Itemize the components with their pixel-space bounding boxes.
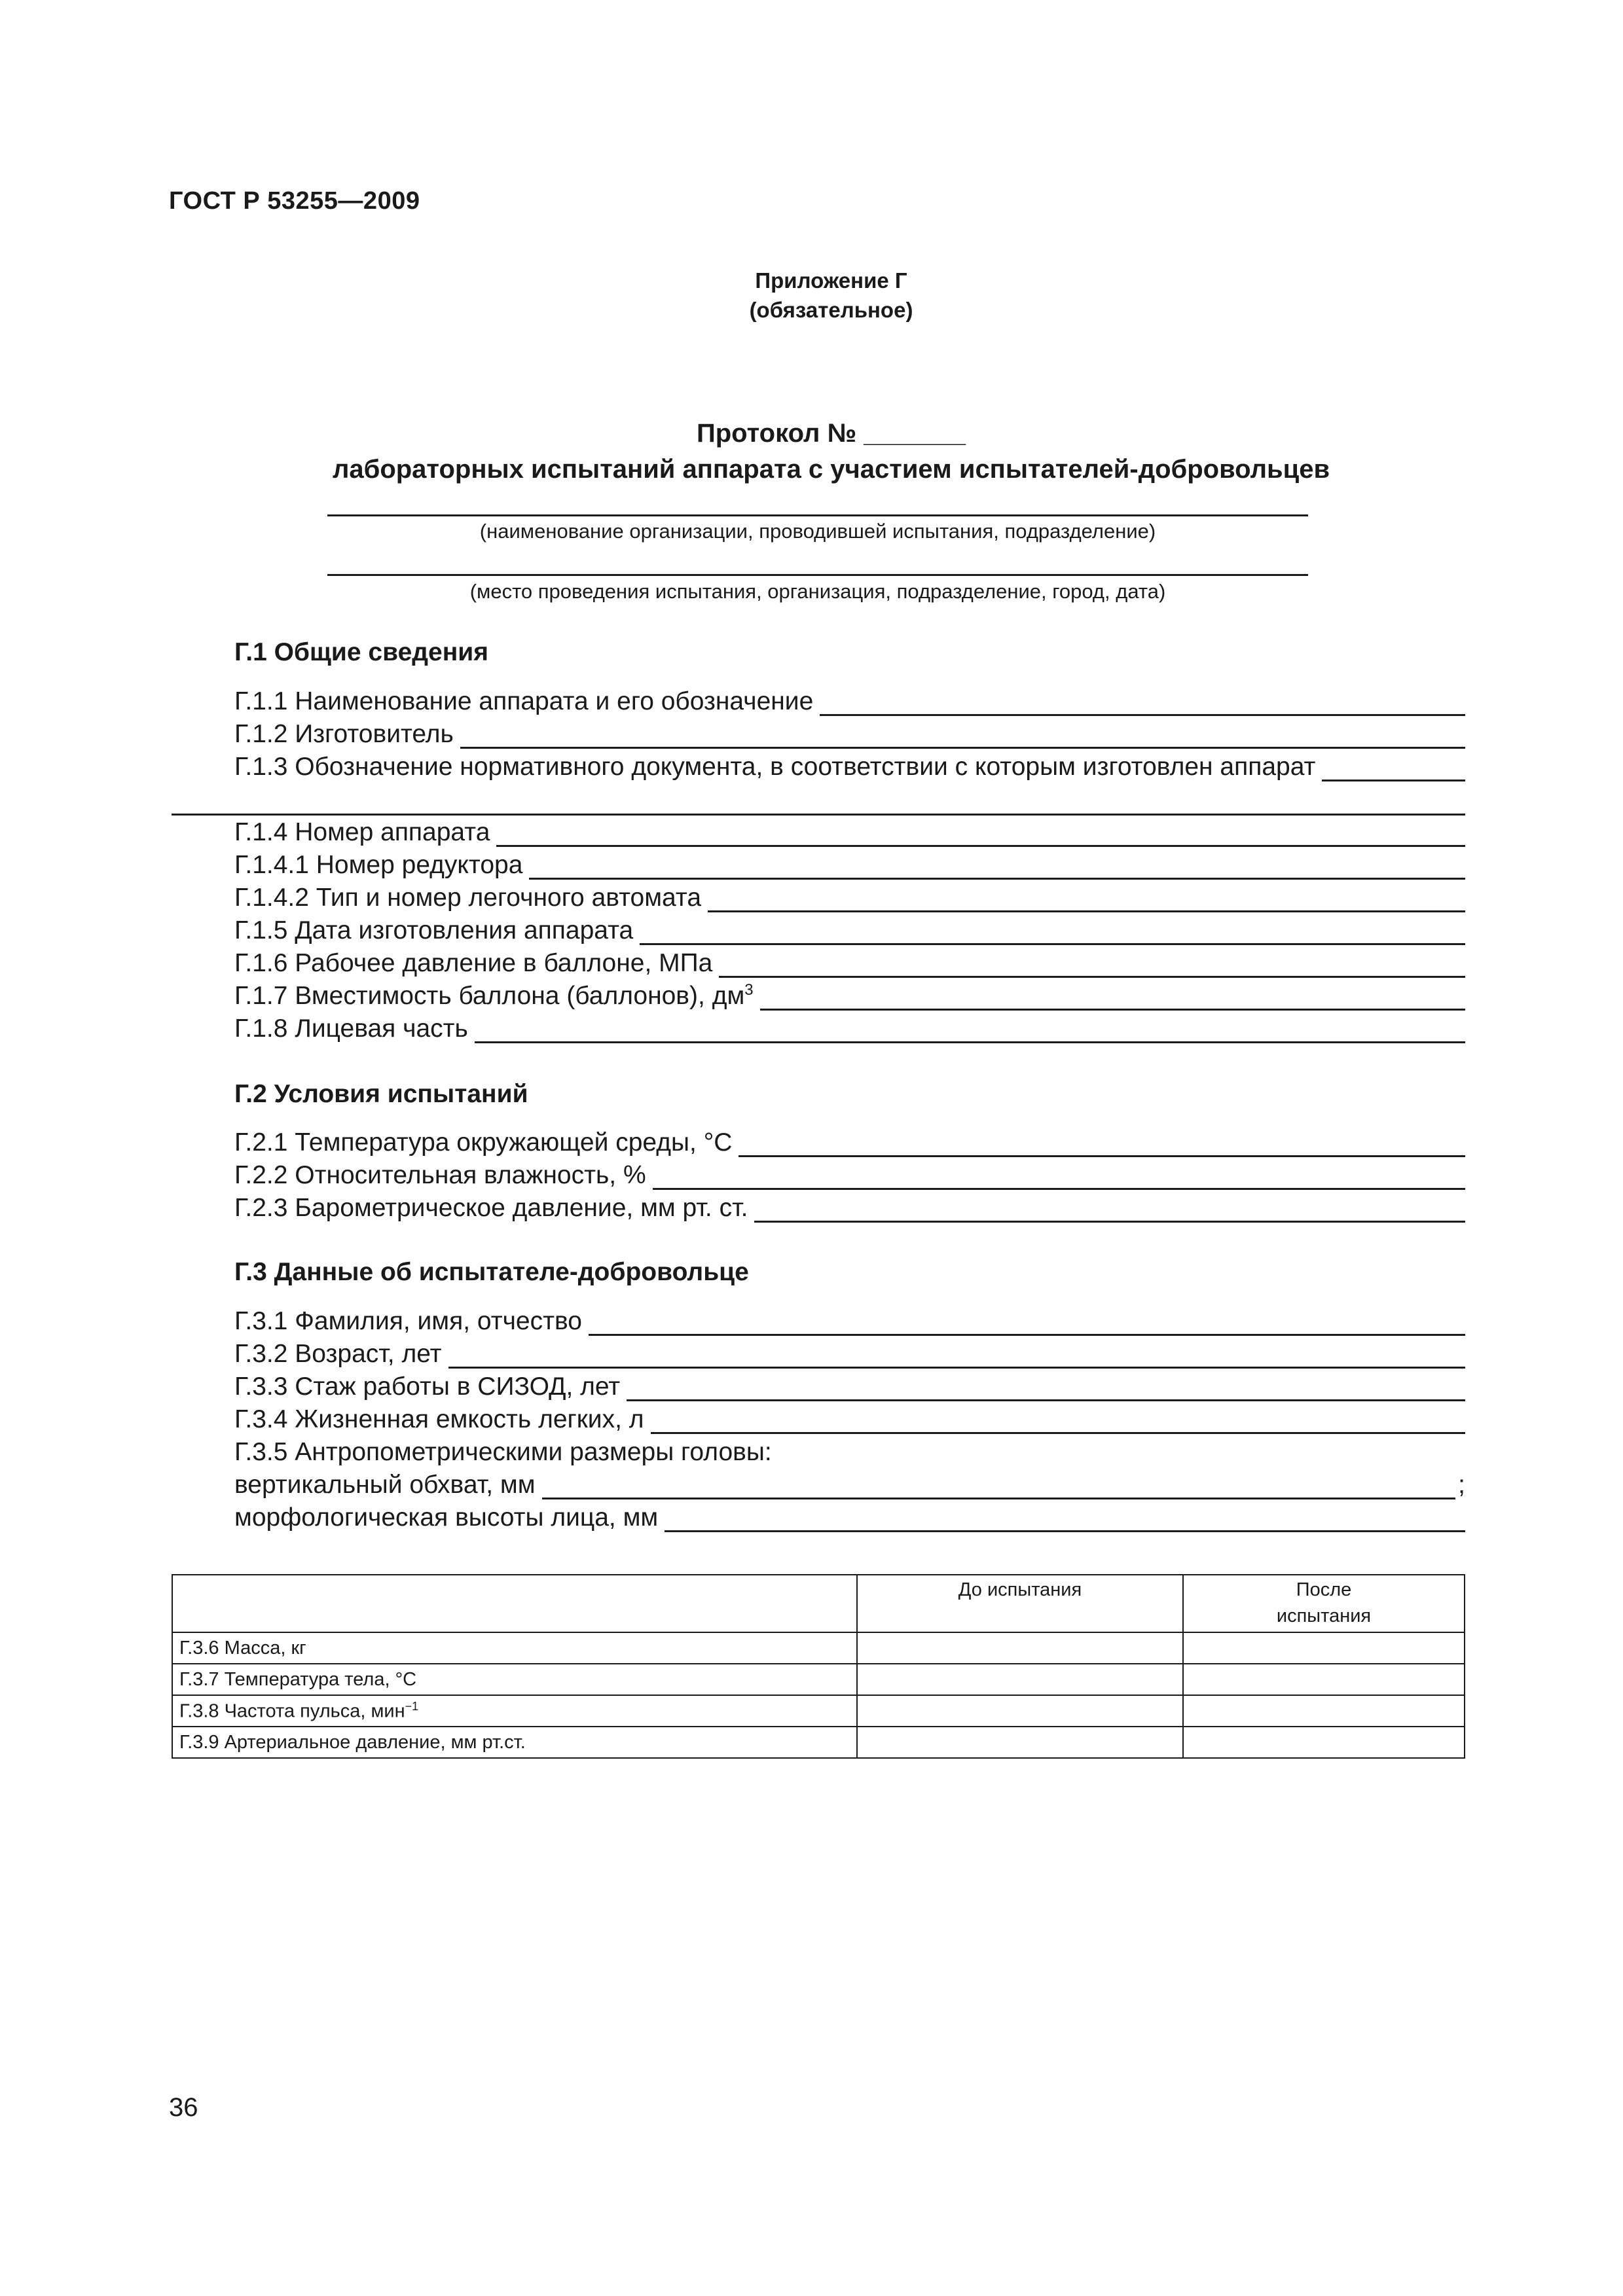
table-header-empty bbox=[172, 1575, 857, 1632]
fill-line[interactable] bbox=[760, 985, 1465, 1011]
fill-line[interactable] bbox=[529, 854, 1465, 880]
normative-document-continuation-line[interactable] bbox=[172, 814, 1465, 816]
field-normative-document bbox=[234, 751, 1465, 781]
field-face-piece bbox=[234, 1013, 1465, 1043]
cell-after[interactable] bbox=[1183, 1632, 1465, 1664]
field-label: Г.1.4 Номер аппарата bbox=[234, 818, 490, 846]
fill-line[interactable] bbox=[475, 1018, 1465, 1043]
cell-before[interactable] bbox=[857, 1727, 1183, 1758]
fill-line[interactable] bbox=[653, 1164, 1465, 1190]
field-label: Г.2.1 Температура окружающей среды, °С bbox=[234, 1128, 733, 1157]
cell-before[interactable] bbox=[857, 1632, 1183, 1664]
field-label-text: Г.1.7 Вместимость баллона (баллонов), дм bbox=[234, 982, 745, 1010]
field-head-dimensions bbox=[234, 1437, 1465, 1467]
table-header-after bbox=[1183, 1575, 1465, 1632]
field-vertical-girth bbox=[234, 1469, 1465, 1499]
field-label: Г.3.3 Стаж работы в СИЗОД, лет bbox=[234, 1372, 621, 1401]
fill-line[interactable] bbox=[820, 691, 1465, 716]
field-label: Г.1.4.2 Тип и номер легочного автомата bbox=[234, 884, 702, 912]
semicolon: ; bbox=[1458, 1471, 1465, 1499]
document-code: ГОСТ Р 53255—2009 bbox=[169, 187, 420, 215]
field-label: Г.3.1 Фамилия, имя, отчество bbox=[234, 1307, 582, 1335]
table-row bbox=[172, 1727, 1465, 1758]
page-number: 36 bbox=[169, 2093, 198, 2122]
table-header-after-text: После испытания bbox=[1276, 1579, 1372, 1626]
field-apparatus-number bbox=[234, 817, 1465, 847]
row-label: Г.3.9 Артериальное давление, мм рт.ст. bbox=[172, 1727, 857, 1758]
fill-line[interactable] bbox=[460, 723, 1465, 749]
field-experience bbox=[234, 1371, 1465, 1401]
table-row bbox=[172, 1664, 1465, 1695]
field-ambient-temperature bbox=[234, 1127, 1465, 1157]
protocol-title: Протокол № _______ bbox=[697, 419, 966, 448]
measurements-table bbox=[172, 1574, 1465, 1759]
row-label: Г.3.6 Масса, кг bbox=[172, 1632, 857, 1664]
field-lung-capacity bbox=[234, 1404, 1465, 1434]
field-label: Г.1.4.1 Номер редуктора bbox=[234, 851, 523, 879]
unit-superscript: −1 bbox=[405, 1699, 419, 1713]
section-title-volunteer: Г.3 Данные об испытателе-добровольце bbox=[234, 1258, 749, 1286]
field-manufacturer bbox=[234, 719, 1465, 749]
field-manufacture-date bbox=[234, 915, 1465, 945]
fill-line[interactable] bbox=[448, 1343, 1466, 1369]
field-label: Г.3.4 Жизненная емкость легких, л bbox=[234, 1405, 644, 1433]
organization-fill-line bbox=[327, 514, 1308, 516]
field-label: Г.1.3 Обозначение нормативного документа, в соответствии с которым изготовлен аппарат bbox=[234, 753, 1316, 781]
field-label bbox=[234, 981, 754, 1011]
place-fill-line bbox=[327, 574, 1308, 576]
row-label-text: Г.3.8 Частота пульса, мин bbox=[179, 1700, 405, 1722]
fill-line[interactable] bbox=[496, 821, 1465, 847]
fill-line[interactable] bbox=[589, 1310, 1465, 1336]
appendix-subtitle: (обязательное) bbox=[749, 298, 913, 322]
fill-line[interactable] bbox=[754, 1197, 1465, 1223]
field-apparatus-name bbox=[234, 686, 1465, 716]
protocol-subtitle: лабораторных испытаний аппарата с участием испытателей-добровольцев bbox=[332, 455, 1330, 484]
field-label: Г.1.6 Рабочее давление в баллоне, МПа bbox=[234, 949, 713, 977]
field-face-height bbox=[234, 1502, 1465, 1532]
field-label: Г.3.5 Антропометрическими размеры головы: bbox=[234, 1438, 772, 1466]
field-label: Г.2.3 Барометрическое давление, мм рт. ст. bbox=[234, 1194, 748, 1222]
field-reducer-number bbox=[234, 850, 1465, 880]
cell-after[interactable] bbox=[1183, 1727, 1465, 1758]
field-barometric-pressure bbox=[234, 1193, 1465, 1223]
field-label: Г.1.8 Лицевая часть bbox=[234, 1014, 468, 1043]
table-row bbox=[172, 1632, 1465, 1664]
field-label: Г.1.5 Дата изготовления аппарата bbox=[234, 916, 634, 944]
fill-line[interactable] bbox=[640, 920, 1465, 945]
fill-line[interactable] bbox=[719, 952, 1465, 978]
table-header-before: До испытания bbox=[857, 1575, 1183, 1632]
cell-after[interactable] bbox=[1183, 1695, 1465, 1727]
table-header-row bbox=[172, 1575, 1465, 1632]
cell-before[interactable] bbox=[857, 1664, 1183, 1695]
table-row bbox=[172, 1695, 1465, 1727]
unit-superscript: 3 bbox=[744, 981, 754, 999]
fill-line[interactable] bbox=[1322, 756, 1465, 781]
fill-line[interactable] bbox=[651, 1408, 1465, 1434]
fill-line[interactable] bbox=[708, 887, 1465, 912]
section-title-general: Г.1 Общие сведения bbox=[234, 638, 489, 666]
fill-line[interactable] bbox=[739, 1132, 1465, 1157]
field-label: вертикальный обхват, мм bbox=[234, 1471, 536, 1499]
field-demand-valve bbox=[234, 882, 1465, 912]
fill-line[interactable] bbox=[627, 1376, 1465, 1401]
row-label: Г.3.7 Температура тела, °С bbox=[172, 1664, 857, 1695]
field-label: Г.1.2 Изготовитель bbox=[234, 720, 454, 748]
fill-line[interactable] bbox=[665, 1507, 1465, 1532]
field-label: Г.3.2 Возраст, лет bbox=[234, 1340, 442, 1368]
field-cylinder-capacity bbox=[234, 980, 1465, 1011]
field-working-pressure bbox=[234, 948, 1465, 978]
field-full-name bbox=[234, 1306, 1465, 1336]
section-title-conditions: Г.2 Условия испытаний bbox=[234, 1080, 528, 1108]
field-label: морфологическая высоты лица, мм bbox=[234, 1503, 659, 1532]
fill-line[interactable] bbox=[542, 1474, 1456, 1499]
field-label: Г.2.2 Относительная влажность, % bbox=[234, 1161, 646, 1189]
field-age bbox=[234, 1338, 1465, 1369]
cell-after[interactable] bbox=[1183, 1664, 1465, 1695]
appendix-title: Приложение Г bbox=[755, 268, 907, 293]
row-label bbox=[172, 1695, 857, 1727]
field-label: Г.1.1 Наименование аппарата и его обозначение bbox=[234, 687, 814, 715]
cell-before[interactable] bbox=[857, 1695, 1183, 1727]
organization-caption: (наименование организации, проводившей испытания, подразделение) bbox=[479, 520, 1156, 543]
place-caption: (место проведения испытания, организация, подразделение, город, дата) bbox=[469, 580, 1166, 603]
field-relative-humidity bbox=[234, 1160, 1465, 1190]
